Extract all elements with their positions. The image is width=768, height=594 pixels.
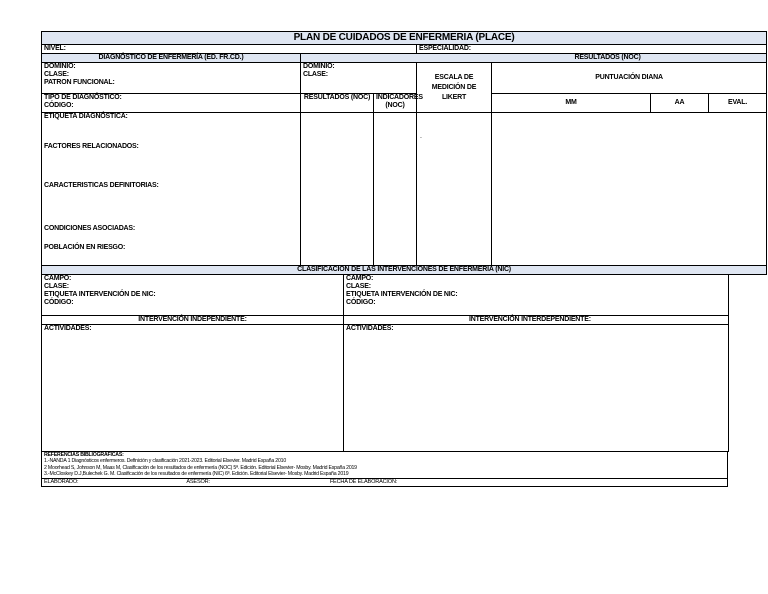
nic-header: CLASIFICACION DE LAS INTERVENCIONES DE ENFERMERIA (NIC) bbox=[42, 266, 767, 275]
etiqueta-nic-label: ETIQUETA INTERVENCIÓN DE NIC: bbox=[44, 291, 156, 298]
footer-table bbox=[41, 479, 728, 487]
codigo-nic-label: CÓDIGO: bbox=[44, 299, 74, 306]
interdependiente-label: INTERVENCIÓN INTERDEPENDIENTE: bbox=[344, 315, 729, 324]
puntuacion-label: PUNTUACIÓN DIANA bbox=[492, 63, 767, 94]
caracteristicas-label: CARACTERISTICAS DEFINITORIAS: bbox=[44, 182, 159, 189]
codigo-label: CÓDIGO: bbox=[44, 102, 74, 109]
clase-nic2-label: CLASE: bbox=[346, 283, 371, 290]
puntuacion-cell[interactable] bbox=[492, 113, 767, 266]
noc-dominio-label: DOMINIO: bbox=[303, 63, 335, 70]
diagnostico-header: DIAGNÓSTICO DE ENFERMERÍA (ED. FR.CD.) bbox=[42, 54, 301, 63]
aa-col: AA bbox=[651, 94, 709, 113]
poblacion-label: POBLACIÓN EN RIESGO: bbox=[44, 244, 126, 251]
nivel-label: NIVEL: bbox=[42, 45, 417, 54]
actividades2-label: ACTIVIDADES: bbox=[346, 324, 394, 332]
especialidad-label: ESPECIALIDAD: bbox=[417, 45, 767, 54]
campo2-label: CAMPO: bbox=[346, 275, 374, 282]
diagnosis-content bbox=[42, 113, 301, 266]
references-block bbox=[42, 452, 728, 479]
patron-label: PATRON FUNCIONAL: bbox=[44, 79, 115, 86]
footer-row bbox=[42, 479, 728, 487]
campo-label: CAMPO: bbox=[44, 275, 72, 282]
refs-title: REFERENCIAS BIBLIOGRAFICAS: bbox=[44, 451, 124, 458]
clase-label: CLASE: bbox=[44, 71, 69, 78]
resultados-cell[interactable] bbox=[301, 113, 374, 266]
actividades-label: ACTIVIDADES: bbox=[44, 324, 92, 332]
etiqueta-nic2-label: ETIQUETA INTERVENCIÓN DE NIC: bbox=[346, 291, 458, 298]
tipo-label: TIPO DE DIAGNÓSTICO: bbox=[44, 94, 122, 101]
references-table bbox=[41, 452, 728, 479]
page-title: PLAN DE CUIDADOS DE ENFERMERIA (PLACE) bbox=[42, 32, 767, 45]
ref-item: 2 Moorhead S, Johnson M, Maas M, Clasificación de los resultados de enfermería (NOC) 5ª. Edición. Editorial Elsevier- Mosby. Madrid España 2019 bbox=[44, 464, 357, 471]
care-plan-form bbox=[41, 31, 748, 487]
ref-item: 3.-McCloskey D.J,Bulechek G. M. Clasificación de los resultados de enfermería (NIC) 6ª. Edición. Editorial Elsevier- Mosby. Madrid España 2019 bbox=[44, 471, 349, 478]
nic-table bbox=[41, 275, 729, 452]
elaborado-label: ELABORADO: bbox=[44, 478, 79, 485]
independiente-label: INTERVENCIÓN INDEPENDIENTE: bbox=[42, 315, 344, 324]
dot-mark: . bbox=[420, 133, 422, 140]
eval-col: EVAL. bbox=[709, 94, 767, 113]
indicadores-noc-col: INDICADORES (NOC) bbox=[374, 94, 417, 113]
likert-scale-label: ESCALA DE MEDICIÓN DE LIKERT bbox=[417, 63, 492, 113]
resultados-noc-col: RESULTADOS (NOC) bbox=[301, 94, 374, 113]
actividades-left[interactable] bbox=[42, 324, 344, 451]
etiqueta-label: ETIQUETA DIAGNÓSTICA: bbox=[44, 113, 128, 120]
tipo-block bbox=[42, 94, 301, 113]
noc-dominio-block bbox=[301, 63, 417, 94]
fecha-label: FECHA DE ELABORACIÓN: bbox=[329, 478, 398, 485]
asesor-label: ASESOR: bbox=[186, 478, 210, 485]
actividades-right[interactable] bbox=[344, 324, 729, 451]
likert-cell[interactable] bbox=[417, 113, 492, 266]
resultados-header: RESULTADOS (NOC) bbox=[301, 54, 767, 63]
nic-left-block bbox=[42, 275, 344, 315]
nic-right-block bbox=[344, 275, 729, 315]
factores-label: FACTORES RELACIONADOS: bbox=[44, 143, 139, 150]
clase-nic-label: CLASE: bbox=[44, 283, 69, 290]
codigo-nic2-label: CÓDIGO: bbox=[346, 299, 376, 306]
dominio-block bbox=[42, 63, 301, 94]
form-table bbox=[41, 31, 767, 275]
dominio-label: DOMINIO: bbox=[44, 63, 76, 70]
ref-item: 1.-NANDA 1 Diagnósticos enfermeros. Definición y clasificación 2021-2023. Editorial Elsevier. Madrid España 2010 bbox=[44, 458, 287, 465]
mm-col: MM bbox=[492, 94, 651, 113]
noc-clase-label: CLASE: bbox=[303, 71, 328, 78]
condiciones-label: CONDICIONES ASOCIADAS: bbox=[44, 225, 136, 232]
indicadores-cell[interactable] bbox=[374, 113, 417, 266]
